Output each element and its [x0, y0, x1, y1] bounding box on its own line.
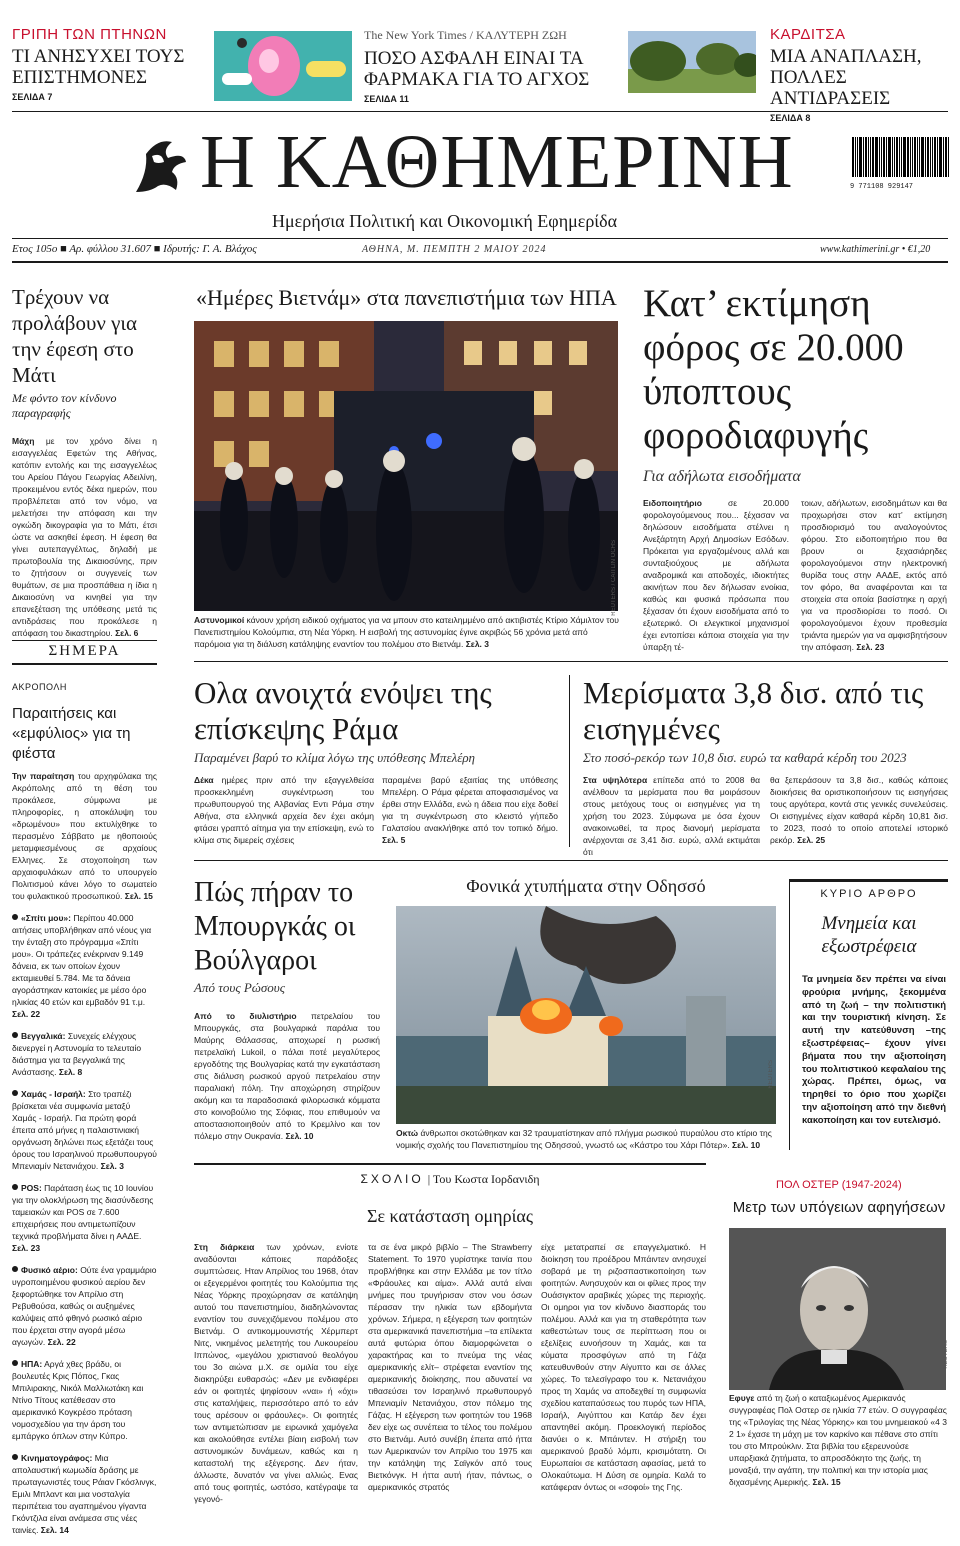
barcode-bar: [852, 137, 854, 177]
vietnam-headline[interactable]: «Ημέρες Βιετνάμ» στα πανεπιστήμια των ΗΠΑ: [196, 285, 617, 310]
masthead-title: Η ΚΑΘΗΜΕΡΙΝΗ: [200, 120, 794, 204]
barcode-number: 9 771108 929147: [850, 183, 914, 191]
simera-items: [12, 912, 157, 1536]
teaser-page: ΣΕΛΙΔΑ 8: [770, 113, 811, 123]
teaser-page: ΣΕΛΙΔΑ 11: [364, 94, 409, 104]
simera-item[interactable]: Χαμάς - Ισραήλ: Στο τραπέζι βρίσκεται νέα συμφωνία μεταξύ Χαμάς - Ισραήλ. Για πρώτη φορά έπειτα από μήνες η παλαιστινιακή οργάνωση δηλώνει πως εξετάζει τους όρους του Ισραηλινού πρωθυπουργού Μπενιαμίν Νετανιάχου. Σελ. 3: [12, 1089, 157, 1171]
story-subtitle: Με φόντο τον κίνδυνο παραγραφής: [12, 391, 117, 420]
barcode-bar: [939, 137, 942, 177]
barcode: [852, 137, 950, 177]
simera-label: ΣΗΜΕΡΑ: [48, 643, 121, 659]
issue-date: ΑΘΗΝΑ, Μ. ΠΕΜΠΤΗ 2 ΜΑΙΟΥ 2024: [362, 244, 547, 255]
police-photo: [194, 321, 618, 611]
simera-item[interactable]: ΗΠΑ: Αργά χθες βράδυ, οι βουλευτές Κρις Πόπος, Γκας Μπιλιρακης, Νικόλ Μαλλιωτάκη και Ντίνο Τίτους κατέθεσαν στο αμερικανικό Κογκρέσο πρόταση νομοσχεδίου για την άρση του εμπάργκο όπλων στην Κύπρο.: [12, 1359, 144, 1441]
divider: [12, 663, 157, 665]
comment-author: Του Κωστα Ιορδανιδη: [432, 1172, 540, 1186]
rama-col-2: παραμένει βαρύ εξαιτίας της υπόθεσης Μπελέρη. Ο Ράμα φέρεται αποφασισμένος να έρθει στην Ελλάδα, ενώ η άδεια που είχε δοθεί για τη συγκέντρωση στο κλειστό γήπεδο Γαλατσίου ανακλήθηκε από τον τοπικό δήμο. Σελ. 5: [382, 775, 558, 845]
rama-col-1: Δέκα ημέρες πριν από την εξαγγελθείσα προσκεκλημένη συγκέντρωση του πρωθυπουργού της Αλβανίας Εντι Ράμα στην Αθήνα, στα ελληνικά αρχεία δεν έχει ακόμη φτάσει γραπτό αίτημα για την επίσκεψη, ενώ το κλίμα στις διμερείς σχέσεις: [194, 775, 374, 845]
teaser-title: ΠΟΣΟ ΑΣΦΑΛΗ ΕΙΝΑΙ ΤΑ ΦΑΡΜΑΚΑ ΓΙΑ ΤΟ ΑΓΧΟΣ: [364, 48, 590, 90]
bullet-icon: [12, 914, 18, 920]
dividends-subtitle: Στο ποσό-ρεκόρ των 10,8 δισ. ευρώ τα καθαρά κέρδη του 2023: [583, 750, 907, 765]
issue-info: Ετος 105ο ■ Αρ. φύλλου 31.607 ■ Ιδρυτής: Γ. Α. Βλάχος: [12, 243, 257, 255]
barcode-bar: [943, 137, 944, 177]
dividends-headline[interactable]: Μερίσματα 3,8 δισ. από τις εισηγμένες: [583, 675, 924, 746]
tax-headline[interactable]: Κατ’ εκτίμηση φόρος σε 20.000 ύποπτους φοροδιαφυγής: [643, 282, 904, 457]
barcode-bar: [857, 137, 858, 177]
teaser-karditsa-image: [628, 31, 756, 93]
barcode-bar: [883, 137, 885, 177]
barcode-bar: [886, 137, 887, 177]
photo-credit: REUTERS / CAITLIN OCHS: [611, 540, 617, 616]
comment-col-3: είχε μετατραπεί σε επαγγελματικό. Η διοίκηση του προέδρου Μπάιντεν ανησυχεί σοβαρά με τη ριζοσπαστικοποίηση των φοιτητών. Ανησυχούν και οι φίλιες προς την Ουάσιγκτον αραβικές χώρες της περιοχής. Οι ομηροι για τον κίνδυνο διασποράς του πολέμου. Αλλά και για τη σταθερότητα των καθεστώτων τους σε περίπτωση που οι εξελίξεις ευνοήσουν τη Χαμάς, και τα κύματα προσφύγων από τη Γάζα κατευθυνθούν στην Αίγυπτο και σε άλλες χώρες. Το τελεσίγραφο του κ. Νετανιάχου προς τη Χαμάς να αποδεχθεί τη συμφωνία σχεδίου καταπαύσεως του πυρός των ΗΠΑ, Ισραήλ, Αιγύπτου και Κατάρ δεν έχει απαντηθεί ακόμη. Προεκλογική περίοδος διανύει ο κ. Μπάιντεν. Η στήριξη του αμερικανού βραδύ λόμπι, κρισιμότατη. Οι Ευρωπαίοι σε κατάσταση αφασίας, μετά το Ολοκαύτωμα. Η Δύση σε ομηρία. Καλά το κατάφεραν όντως οι «σοφοί» της Γης.: [541, 1242, 706, 1492]
teaser-karditsa[interactable]: [770, 26, 950, 123]
editorial-box[interactable]: [789, 879, 948, 1150]
barcode-bar: [892, 137, 893, 177]
barcode-bar: [879, 137, 880, 177]
park-photo: [628, 31, 756, 93]
auster-caption: Εφυγε από τη ζωή ο καταξιωμένος Αμερικανός συγγραφέας Πολ Οστερ σε ηλικία 77 ετών. Ο συγγραφέας της «Τριλογίας της Νέας Υόρκης» και του μνημειακού «4 3 2 1» έχασε τη μάχη με τον καρκίνο και πέθανε στο σπίτι του στο Μπρούκλιν. Στα βιβλία του εξερευνούσε υπαρξιακά ζητήματα, το απροσδόκητο της ζωής, τη μοναξιά, την αγάπη, την πολιτική και την ιστορία μιας διχασμένης Αμερικής. Σελ. 15: [729, 1393, 947, 1487]
barcode-bar: [937, 137, 938, 177]
barcode-bar: [903, 137, 906, 177]
barcode-bar: [914, 137, 916, 177]
simera-section: ΑΚΡΟΠΟΛΗ: [12, 682, 67, 692]
pills-illustration: [214, 31, 352, 101]
comment-header: ΣΧΟΛΙΟ | Του Κωστα Ιορδανιδη: [360, 1172, 540, 1186]
tax-col-1: Ειδοποιητήριο σε 20.000 φορολογούμενους που... ξέχασαν να δηλώσουν εισοδήματα στέλνει η Ανεξάρτητη Αρχή Δημοσίων Εσόδων. Πρόκειται για εργαζομένους αλλά και συνταξιούχους με αδήλωτα αναδρομικά και αποδοχές, ιδιοκτήτες ακινήτων που δεν δήλωσαν ενοίκια, καθώς και φυσικά πρόσωπα που ξέχασαν ότι έχουν εισοδήματα από το εξωτερικό. Οι ελεγκτικοί μηχανισμοί έχει εντοπίσει κάποια στοιχεία για την ύπαρξη τέ-: [643, 498, 789, 652]
barcode-bar: [872, 137, 874, 177]
comment-col-2: τα σε ένα μικρό βιβλίο – The Strawberry Statement. Το 1970 γυρίστηκε ταινία που προβλήθηκε και στην Ελλάδα με τον τίτλο «Φράουλες και αίμα». Αλλά αυτά είναι μνήμες που τρυγήρισαν στον νου όσων πέρασαν την ηλικία των εβδομήντα χρόνων. Σήμερα, η εξέγερση των φοιτητών στα αμερικανικά πανεπιστήμια –τα επίλεκτα αυτά φυτώρια όπου διαμορφώνεται ο χαρακτήρας και το πνεύμα της νέας αμερικανικής ελίτ– στρέφεται εναντίον της αμερικανικής διοίκησης, που αδυνατεί να τιθασεύσει τον Ισραηλινό πρωθυπουργό Μπενιαμίν Νετανιάχου, στον πόλεμο της Γάζας. Η εξέγερση των φοιτητών του 1968 δεν είχε ως συνέπεια το τέλος του πολέμου στο Βιετνάμ. Αυτό συνέβη έπειτα από ήττα των Αμερικανών τον Απρίλιο του 1975 και την κατάληψη της Σαϊγκόν από τους Βιετκόνγκ. Η ήττα αυτή ήταν, πάντως, ο αμερικανικός στρατός: [368, 1242, 532, 1492]
vietnam-caption: Αστυνομικοί κάνουν χρήση ειδικού οχήματος για να μπουν στο κατειλημμένο από ακτιβιστές Κτίριο Χάμιλτον του Πανεπιστημίου Κολούμπια, στη Νέα Υόρκη. Η εισβολή της αστυνομίας έγινε ακριβώς 56 χρόνια μετά από παρόμοια για τη διάλυση κατάληψης εναντίον του πολέμου στο Βιετνάμ. Σελ. 3: [194, 615, 619, 649]
editorial-title: Μνημεία και εξωστρέφεια: [821, 913, 917, 957]
simera-title: Παραιτήσεις και «εμφύλιος» για τη φιέστα: [12, 705, 131, 762]
bulgaria-subtitle: Από τους Ρώσους: [194, 980, 286, 995]
barcode-bar: [870, 137, 871, 177]
barcode-bar: [910, 137, 911, 177]
teaser-kicker: ΚΑΡΔΙΤΣΑ: [770, 26, 846, 43]
bullet-icon: [12, 1360, 18, 1366]
divider: [12, 640, 157, 641]
teaser-kicker: The New York Times / ΚΑΛΥΤΕΡΗ ΖΩΗ: [364, 28, 567, 42]
barcode-bar: [901, 137, 902, 177]
odessa-credit: REUTERS: [768, 1060, 774, 1089]
barcode-bar: [927, 137, 929, 177]
barcode-bar: [945, 137, 947, 177]
divider: [194, 1163, 706, 1165]
bullet-icon: [12, 1266, 18, 1272]
barcode-bar: [899, 137, 900, 177]
divider: [194, 860, 948, 861]
bullet-icon: [12, 1032, 18, 1038]
masthead-tagline: Ημερήσια Πολιτική και Οικονομική Εφημερίδα: [272, 211, 618, 231]
teaser-kicker: ΓΡΙΠΗ ΤΩΝ ΠΤΗΝΩΝ: [12, 26, 167, 43]
rama-subtitle: Παραμένει βαρύ το κλίμα λόγω της υπόθεσης Μπελέρη: [194, 750, 476, 765]
editorial-body: Τα μνημεία δεν πρέπει να είναι φρούρια μνήμης, ξεκομμένα από τη ζωή – την πολιτιστική και την τουριστική κίνηση. Σε αυτή την κατεύθυνση –της εξωστρέφειας– έχουν γίνει βήματα που την αξιοποίηση του πολιτιστικού κεφαλαίου της χώρας. Πρέπει, όμως, να τηρηθεί το όριο που χωρίζει την αξιοποίηση από την διεθνή κακοποίηση και τον ευτελισμό.: [802, 974, 946, 1126]
bullet-icon: [12, 1090, 18, 1096]
griffin-logo-icon: [128, 132, 190, 205]
dividends-col-1: Στα υψηλότερα επίπεδα από το 2008 θα ανέλθουν τα μερίσματα που θα μοιράσουν στους μετόχους τους οι εισηγμένες για τη χρήση του 2023. Σύμφωνα με όσα έχουν ανακοινωθεί, τα προς διανομή μερίσματα ανέρχονται σε 3,41 δισ. ευρώ, αλλά εκτιμάται ότι: [583, 775, 760, 857]
tax-col-2: τοιων, αδήλωτων, εισοδημάτων και θα προχωρήσει στον κατ’ εκτίμηση προσδιορισμό του αναλογούντος φόρου. Στο ειδοποιητήριο που θα βρουν οι ξεχασιάρηδες φορολογούμενοι στην ηλεκτρονική θυρίδα τους στην ΑΑΔΕ, εκτός από τον φόρο, θα αναφέρονται και τα στοιχεία στα οποία βασίστηκε η αρχή για να προσδιορίσει το ποσό. Οι φορολογούμενοι έχουν προθεσμία τριάντα ημερών για να αμφισβητήσουν την απόφαση. Σελ. 23: [801, 498, 947, 652]
auster-kicker: ΠΟΛ ΟΣΤΕΡ (1947-2024): [776, 1179, 902, 1191]
barcode-bar: [921, 137, 924, 177]
divider: [12, 111, 948, 112]
website-price: www.kathimerini.gr • €1,20: [820, 244, 931, 255]
barcode-bar: [896, 137, 898, 177]
barcode-bar: [907, 137, 909, 177]
barcode-bar: [888, 137, 891, 177]
auster-credit: REUTERS: [943, 1340, 949, 1369]
teaser-birdflu[interactable]: [12, 26, 188, 102]
divider: [194, 661, 948, 662]
simera-item[interactable]: POS: Παράταση έως τις 10 Ιουνίου για την ολοκλήρωση της διασύνδεσης ταμειακών και POS σε 7.600 επιχειρήσεις που αντιμετωπίζουν τεχνικά προβλήματα δίνει η ΑΑΔΕ. Σελ. 23: [12, 1183, 154, 1253]
auster-title[interactable]: Μετρ των υπόγειων αφηγήσεων: [732, 1199, 946, 1216]
bulgaria-body: Από το διυλιστήριο πετρελαίου του Μπουργκάς, στα βουλγαρικά παράλια του Μαύρης Θάλασσας, αποχωρεί η ρωσική πετρελαϊκή Lukoil, ο πάλαι ποτέ μεγαλύτερος εργοδότης της Βουλγαρίας κατά την εγκατάσταση στις διάλυση ρωσικού αργού πετρελαίου στην παραλιακή πόλη. Την αποχώρηση στηρίζουν ακόμη και τα παραδοσιακά φιλορωσικά κόμματα στο κοινοβούλιο της Σόφιας, που επιθυμούν να αποστασιοποιηθούν από το Κρεμλίνο και τον πόλεμο στην Ουκρανία. Σελ. 10: [194, 1011, 380, 1141]
odessa-photo: [396, 906, 776, 1124]
teaser-pills-image: [214, 31, 352, 101]
bulgaria-headline[interactable]: Πώς πήραν το Μπουργκάς οι Βούλγαροι: [194, 877, 356, 976]
barcode-bar: [881, 137, 882, 177]
teaser-page: ΣΕΛΙΔΑ 7: [12, 92, 53, 102]
barcode-bar: [919, 137, 920, 177]
simera-column: [12, 682, 157, 1546]
simera-body: Την παραίτηση του αρχηφύλακα της Ακρόπολης από τη θέση του προκάλεσε, σύμφωνα με πληροφορίες, η αποκάλυψη του «δρωμένου» που εκτυλίχθηκε το περασμένο Σάββατο με ηθοποιούς μεταμφιεσμένους σε αρχαίους Ελληνες. Σε στοχοποίηση των αρχαιοφυλάκων από το υπουργείο Πολιτισμού κάνει λόγο το σωματείο του φυλακτικού προσωπικού. Σελ. 15: [12, 771, 157, 901]
divider: [569, 675, 570, 847]
comment-title[interactable]: Σε κατάσταση ομηρίας: [367, 1206, 533, 1226]
story-title: Τρέχουν να προλάβουν για την έφεση στο Μάτι: [12, 285, 138, 387]
bullet-icon: [12, 1454, 18, 1460]
simera-item[interactable]: Φυσικό αέριο: Ούτε ένα γραμμάριο υγροποιημένου φυσικού αερίου δεν ξεφορτώθηκε τον Απρίλιο στη Ρεβυθούσα, καθώς οι αυξημένες καλύψεις από φθηνό ρωσικό αέριο που έρχεται στην αγορά μέσω αγωγών. Σελ. 22: [12, 1265, 157, 1347]
bullet-icon: [12, 1184, 18, 1190]
barcode-bar: [855, 137, 856, 177]
barcode-bar: [868, 137, 869, 177]
divider: [12, 238, 948, 239]
dividends-col-2: θα ξεπεράσουν τα 3,8 δισ., καθώς κάποιες διοικήσεις θα οριστικοποιήσουν τις εισηγήσεις τους αργότερα, κοντά στις γενικές συνελεύσεις. Οι εισηγμένες είχαν καθαρά κέρδη 10,81 δισ. το 2023, ποσό το οποίο αποτελεί ιστορικό ρεκόρ. Σελ. 25: [770, 775, 948, 845]
barcode-bar: [934, 137, 936, 177]
tax-subtitle: Για αδήλωτα εισοδήματα: [643, 468, 801, 485]
odessa-caption: Οκτώ άνθρωποι σκοτώθηκαν και 32 τραυματίστηκαν από πλήγμα ρωσικού πυραύλου στο κτίριο της νομικής σχολής του Πανεπιστημίου της Οδησσού, γνωστό ως «Κάστρο του Χάρι Πότερ». Σελ. 10: [396, 1128, 772, 1150]
comment-col-1: Στη διάρκεια των χρόνων, ενίοτε αναδύονται κάποιες παράδοξες συμπτώσεις. Ηταν Απρίλιος του 1968, όταν οι εξεγερμένοι φοιτητές του Κολούμπια της Νέας Υόρκης προχώρησαν σε κατάληψη αυτού του πανεπιστημίου, διαδηλώνοντας εναντίον του συνεχιζόμενου πολέμου στο Βιετνάμ. Ο αντικομμουνιστής Χέρμπερτ Νιτς, νικημένος μελετητής του Λυκουρείου Ιππώνος, «μεγάλου χριστιανού θεολόγου του 3ο αιώνα μ.Χ. σε ομιλία του είχε διακηρύξει ευθαρσώς: «Δεν με ενδιαφέρει εάν οι φοιτητές ψηφίσουν «ναι» ή «όχι» στις καταλήψεις, περισσότερο από το εάν τους αρέσουν οι φράουλες». Οι φοιτητές των αντιμετώπισαν με ειρωνικά χαμόγελα και ακολούθησε εντέλει βίαιη εισβολή των αστυνομικών δυνάμεων, καθώς και η καταστολή της εξέγερσης. Δεν ήταν, άλλωστε, δυνατόν να γίνει αλλιώς. Ενας από τους φοιτητές, ωστόσο, κατέγραψε τα γεγονό-: [194, 1242, 358, 1504]
barcode-bar: [925, 137, 926, 177]
barcode-bar: [894, 137, 895, 177]
barcode-bar: [859, 137, 862, 177]
barcode-bar: [930, 137, 931, 177]
comment-label: ΣΧΟΛΙΟ: [360, 1172, 424, 1186]
barcode-bar: [912, 137, 913, 177]
simera-item[interactable]: Κινηματογράφος: Μια απολαυστική κωμωδία δράσης με πρωταγωνιστές τους Ράιαν Γκόσλινγκ, Εμιλι Μπλαντ και μια νοσταλγία περιπέτεια του αγαπημένου γίγαντα Γκόντζιλα είναι ανάμεσα στις νέες ταινίες. Σελ. 14: [12, 1453, 157, 1535]
barcode-bar: [865, 137, 867, 177]
divider: [12, 261, 948, 263]
editorial-label: ΚΥΡΙΟ ΑΡΘΡΟ: [820, 888, 918, 900]
teaser-title: ΜΙΑ ΑΝΑΠΛΑΣΗ, ΠΟΛΛΕΣ ΑΝΤΙΔΡΑΣΕΙΣ: [770, 46, 922, 109]
barcode-bar: [932, 137, 933, 177]
simera-item[interactable]: Βεγγαλικά: Συνεχείς ελέγχους διενεργεί η Αστυνομία το τελευταίο διάστημα για τα βεγγαλικά της Ανάστασης. Σελ. 8: [12, 1031, 142, 1077]
auster-photo: [729, 1228, 946, 1390]
teaser-title: ΤΙ ΑΝΗΣΥΧΕΙ ΤΟΥΣ ΕΠΙΣΤΗΜΟΝΕΣ: [12, 46, 185, 88]
barcode-bar: [917, 137, 918, 177]
story-mati[interactable]: [12, 284, 157, 639]
odessa-headline[interactable]: Φονικά χτυπήματα στην Οδησσό: [466, 876, 706, 896]
barcode-bar: [948, 137, 949, 177]
simera-item[interactable]: «Σπίτι μου»: Περίπου 40.000 αιτήσεις υποβλήθηκαν από νέους για την ένταξη στο πρόγραμμα «Σπίτι μου». Οι τράπεζες ενέκριναν 9.149 δάνεια, εκ των οποίων έχουν εκταμιευθεί 5.784. Με τα δάνεια αγοράστηκαν κατοικίες με μέσο όρο ηλικίας 40 ετών και εμβαδόν 91 τ.μ. Σελ. 22: [12, 913, 152, 1019]
rama-headline[interactable]: Ολα ανοιχτά ενόψει της επίσκεψης Ράμα: [194, 675, 492, 746]
barcode-bar: [875, 137, 878, 177]
teaser-anxiety[interactable]: [364, 28, 604, 104]
barcode-bar: [863, 137, 864, 177]
story-body: Μάχη με τον χρόνο δίνει η εισαγγελέας Εφετών της Αθήνας, κατόπιν εντολής και της εισαγγελέως του Αρείου Πάγου Γεωργίας Αδειλίνη, προκειμένου εντός δέκα ημερών, που προβλέπεται από τον νόμο, να μελετήσει την απόφαση και την ογκώδη δικογραφία για το Μάτι, έτσι ώστε να ασκηθεί έφεση. Η έφεση θα γίνει αυτεπαγγέλτως, δηλαδή με πρωτοβουλία της Δικαιοσύνης, πριν το ζητήσουν οι συγγενείς των θυμάτων, σε μια προσπάθεια η ίδια η Δικαιοσύνη να κινηθεί για την επανεξέταση της υπόθεσης μετά τις αντιδράσεις που προκάλεσε η απόφαση του δικαστηρίου. Σελ. 6: [12, 436, 157, 638]
